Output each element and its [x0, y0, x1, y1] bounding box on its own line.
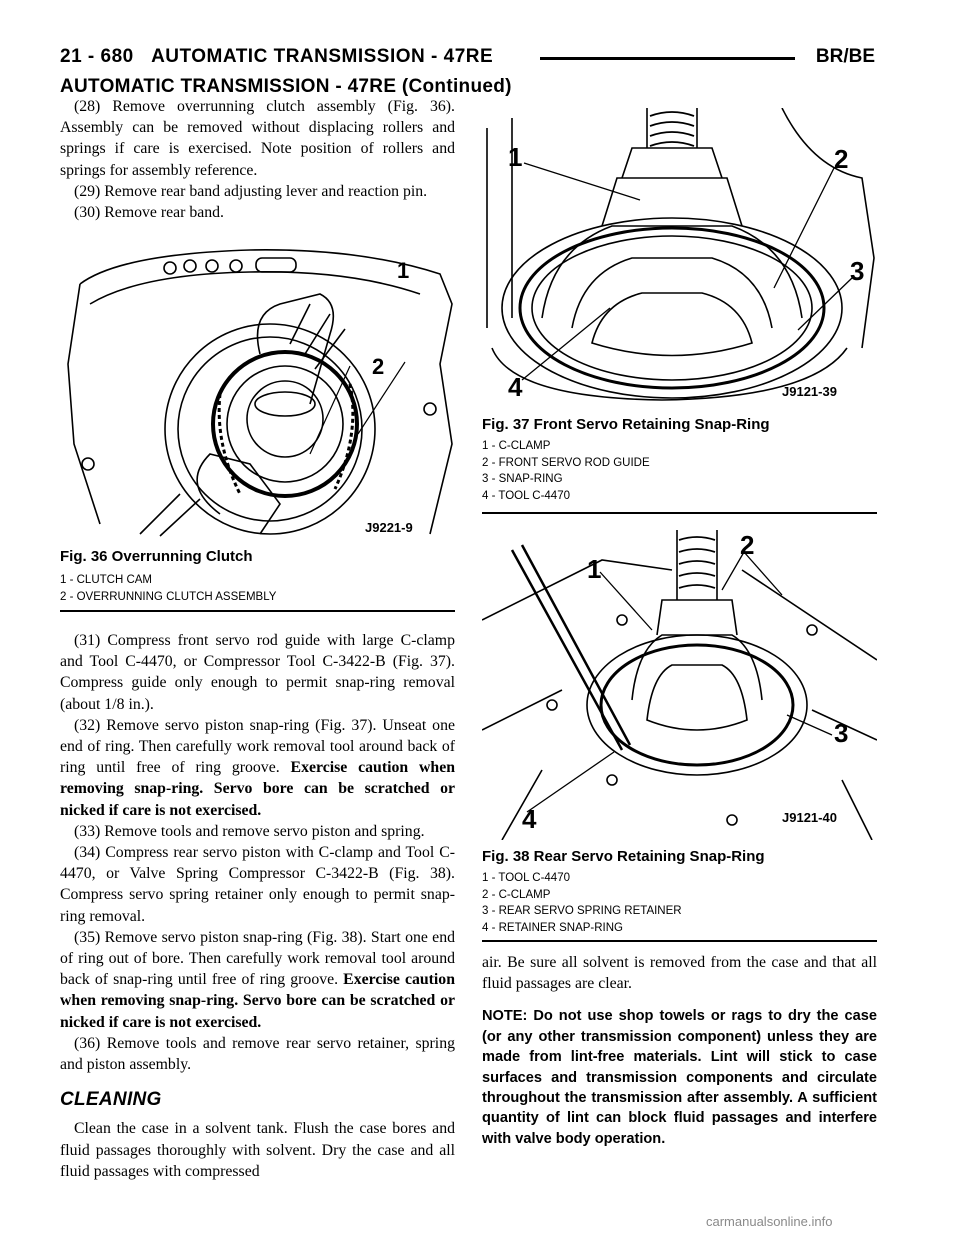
- step-35-warning: Exercise caution when removing snap-ring. Servo bore can be scratched or nicked if care is not exercised.: [60, 971, 455, 1031]
- fig36-legend-item: 1 - CLUTCH CAM: [60, 574, 153, 586]
- fig38-callout-3: 3: [834, 718, 849, 748]
- cleaning-text: Clean the case in a solvent tank. Flush the case bores and fluid passages thoroughly with solvent. Dry the case and all fluid passages with compressed: [60, 1120, 455, 1180]
- fig37-legend-item: 2 - FRONT SERVO ROD GUIDE: [482, 456, 650, 469]
- step-36: (36) Remove tools and remove rear servo retainer, spring and piston assembly.: [60, 1034, 455, 1074]
- fig36-legend-item: 2 - OVERRUNNING CLUTCH ASSEMBLY: [60, 590, 277, 603]
- fig36-image-code: J9221-9: [365, 520, 413, 535]
- step-28: (28) Remove overrunning clutch assembly (Fig. 36). Assembly can be removed without displacing rollers and springs if care is exercised. Note position of rollers and springs for assembly reference.: [60, 98, 455, 179]
- left-main-text: [60, 630, 455, 1182]
- model-code: BR/BE: [815, 46, 875, 67]
- right-column-text: [482, 952, 877, 1149]
- fig37-callout-4: 4: [508, 372, 523, 402]
- fig37-legend-item: 3 - SNAP-RING: [482, 473, 563, 485]
- cleaning-continued: air. Be sure all solvent is removed from the case and that all fluid passages are clear.: [482, 954, 877, 993]
- fig38-callout-4: 4: [522, 804, 537, 834]
- left-intro-text: [60, 96, 455, 223]
- fig38-image-code: J9121-40: [782, 810, 837, 825]
- fig38-caption: Fig. 38 Rear Servo Retaining Snap-Ring: [482, 848, 765, 865]
- overrunning-clutch-illustration: [60, 244, 455, 544]
- figure-36: [60, 244, 455, 612]
- fig38-callout-1: 1: [587, 554, 602, 584]
- step-30: (30) Remove rear band.: [74, 204, 225, 222]
- fig36-callout-1: 1: [397, 258, 410, 283]
- front-servo-snap-ring-illustration: [482, 108, 877, 408]
- fig38-legend-item: 2 - C-CLAMP: [482, 888, 551, 901]
- page-header: [60, 46, 875, 72]
- fig38-callout-2: 2: [740, 530, 755, 560]
- fig37-callout-2: 2: [834, 144, 849, 174]
- fig36-callout-2: 2: [372, 354, 385, 379]
- fig38-legend-item: 3 - REAR SERVO SPRING RETAINER: [482, 905, 682, 917]
- fig37-legend-item: 4 - TOOL C-4470: [482, 489, 570, 502]
- fig38-legend-item: 4 - RETAINER SNAP-RING: [482, 921, 623, 934]
- rear-servo-snap-ring-illustration: [482, 530, 877, 840]
- step-35: (35) Remove servo piston snap-ring (Fig. 38). Start one end of ring out of bore. Then carefully work removal tool around back of snap-ring until free of ring groove. Exercise caution when removing snap-ring. Servo bore can be scratched or nicked if care is not exercised.: [60, 928, 455, 1031]
- step-32: (32) Remove servo piston snap-ring (Fig. 37). Unseat one end of ring. Then carefully work removal tool around back of ring until free of ring groove. Exercise caution when removing snap-ring. Servo bore can be scratched or nicked if care is not exercised.: [60, 716, 455, 819]
- continued-title: AUTOMATIC TRANSMISSION - 47RE (Continued): [60, 76, 512, 97]
- step-29: (29) Remove rear band adjusting lever and reaction pin.: [74, 182, 428, 200]
- page-number-and-section: 21 - 680 AUTOMATIC TRANSMISSION - 47RE: [60, 46, 494, 67]
- fig36-legend: [60, 572, 276, 605]
- fig38-legend: [482, 870, 682, 936]
- figure-37: [482, 108, 877, 514]
- lint-note: NOTE: Do not use shop towels or rags to dry the case (or any other transmission component) unless they are made from lint-free materials. Lint will stick to case surfaces and transmission components and circulate throughout the transmission after assembly. A sufficient quantity of lint can block fluid passages and interfere with valve body operation.: [482, 1008, 877, 1147]
- fig36-caption: Fig. 36 Overrunning Clutch: [60, 548, 253, 565]
- fig37-callout-3: 3: [850, 256, 865, 286]
- fig38-legend-item: 1 - TOOL C-4470: [482, 872, 570, 884]
- step-34: (34) Compress rear servo piston with C-clamp and Tool C-4470, or Valve Spring Compressor C-3422-B (Fig. 38). Compress servo spring retainer only enough to permit snap-ring removal.: [60, 844, 455, 925]
- fig37-callout-1: 1: [508, 142, 523, 172]
- step-33: (33) Remove tools and remove servo piston and spring.: [74, 822, 425, 840]
- fig37-legend: [482, 438, 650, 504]
- fig37-image-code: J9121-39: [782, 384, 837, 399]
- cleaning-heading: CLEANING: [60, 1089, 162, 1111]
- fig37-legend-item: 1 - C-CLAMP: [482, 440, 551, 452]
- figure-38: [482, 530, 877, 942]
- fig37-caption: Fig. 37 Front Servo Retaining Snap-Ring: [482, 416, 770, 433]
- step-32-warning: Exercise caution when removing snap-ring. Servo bore can be scratched or nicked if care is not exercised.: [60, 759, 455, 819]
- step-31: (31) Compress front servo rod guide with large C-clamp and Tool C-4470, or Compressor Tool C-3422-B (Fig. 37). Compress guide only enough to permit snap-ring removal (about 1/8 in.).: [60, 632, 455, 713]
- header-rule: [540, 57, 795, 60]
- watermark: carmanualsonline.info: [706, 1214, 833, 1229]
